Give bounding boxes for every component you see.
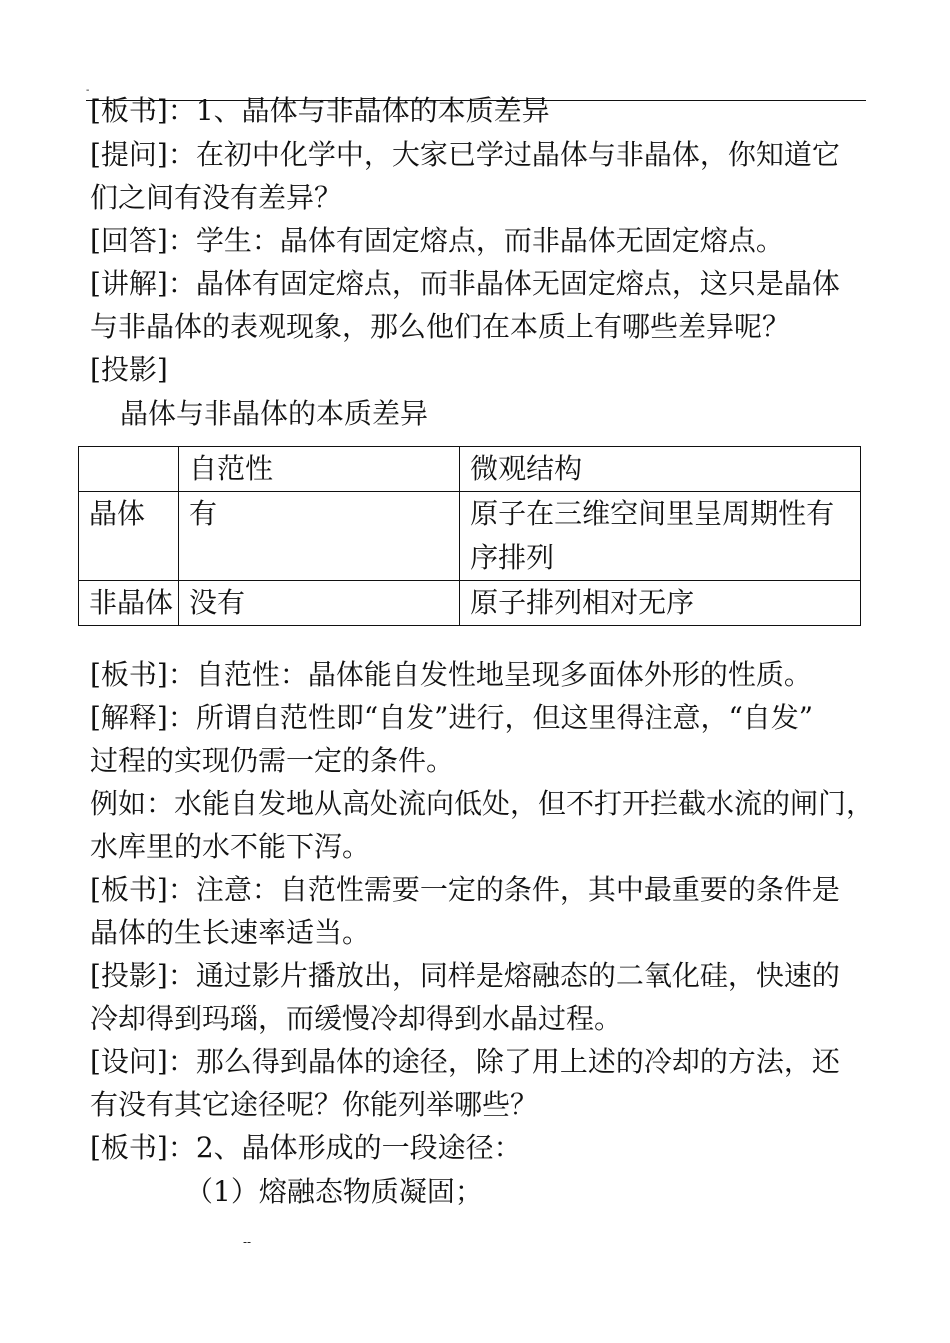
table-row — [79, 581, 861, 626]
table-header-cell: 微观结构 — [460, 447, 861, 492]
text-line: [板书]：2、晶体形成的一段途径： — [90, 1131, 522, 1164]
text-line: [解释]：所谓自范性即“自发”进行，但这里得注意，“自发” — [90, 701, 814, 734]
text-line: 有没有其它途径呢？你能列举哪些？ — [90, 1088, 539, 1121]
table-cell: 没有 — [178, 581, 459, 626]
text-line: [设问]：那么得到晶体的途径，除了用上述的冷却的方法，还 — [90, 1045, 840, 1078]
text-line: [板书]：1、晶体与非晶体的本质差异 — [90, 94, 550, 127]
text-line: [投影] — [90, 353, 168, 386]
table-cell: 原子排列相对无序 — [460, 581, 861, 626]
text-line: [板书]：注意：自范性需要一定的条件，其中最重要的条件是 — [90, 873, 840, 906]
text-line: [投影]：通过影片播放出，同样是熔融态的二氧化硅，快速的 — [90, 959, 840, 992]
text-line: 晶体的生长速率适当。 — [90, 916, 371, 949]
table-cell: 有 — [178, 492, 459, 581]
table-header-row — [79, 447, 861, 492]
table-cell: 原子在三维空间里呈周期性有序排列 — [460, 492, 861, 581]
text-line: [板书]：自范性：晶体能自发性地呈现多面体外形的性质。 — [90, 658, 812, 691]
footer-mark: -- — [243, 1235, 252, 1249]
text-line: 过程的实现仍需一定的条件。 — [90, 744, 455, 777]
table-header-cell — [79, 447, 179, 492]
text-line: 水库里的水不能下泻。 — [90, 830, 371, 863]
text-line: [回答]：学生：晶体有固定熔点，而非晶体无固定熔点。 — [90, 224, 784, 257]
table-cell: 晶体 — [79, 492, 179, 581]
comparison-table — [78, 446, 861, 626]
table-row — [79, 492, 861, 581]
text-line: 例如：水能自发地从高处流向低处，但不打开拦截水流的闸门， — [90, 787, 875, 820]
text-line: [提问]：在初中化学中，大家已学过晶体与非晶体，你知道它 — [90, 138, 840, 171]
table-header-cell: 自范性 — [178, 447, 459, 492]
text-line: [讲解]：晶体有固定熔点，而非晶体无固定熔点，这只是晶体 — [90, 267, 840, 300]
text-line: 冷却得到玛瑙，而缓慢冷却得到水晶过程。 — [90, 1002, 623, 1035]
table-cell: 非晶体 — [79, 581, 179, 626]
header-mark: - — [86, 85, 90, 96]
text-line: 与非晶体的表观现象，那么他们在本质上有哪些差异呢？ — [90, 310, 791, 343]
text-line: 们之间有没有差异？ — [90, 181, 343, 214]
text-line: （1）熔融态物质凝固； — [185, 1175, 483, 1208]
table-title: 晶体与非晶体的本质差异 — [120, 397, 429, 430]
